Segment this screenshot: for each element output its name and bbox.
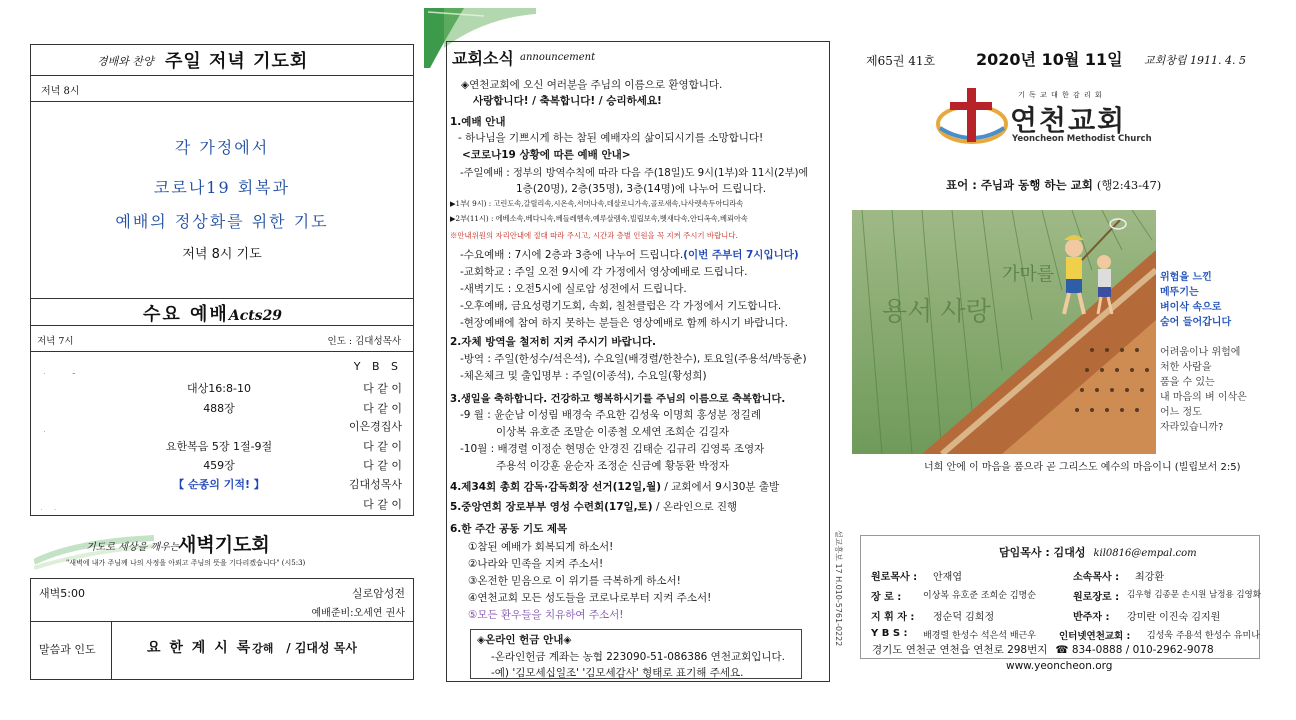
staff-label: 소속목사 : — [1073, 572, 1120, 583]
painting-text: 용서 사랑 — [882, 297, 991, 327]
announcements-title: 교회소식 — [452, 49, 514, 68]
text-line: ▶2부(11시) : 에베소속,베다니속,베들레헴속,예루살렘속,빌립보속,벳새다속,안디옥속,베뢰아속 — [450, 214, 748, 223]
divider — [31, 351, 413, 352]
church-name: 연천교회 — [1010, 104, 1127, 137]
prayer-item: ①참된 예배가 회복되게 하소서! — [468, 541, 614, 553]
poem-text: 어려움이나 위험에 처한 사람을 품을 수 있는 내 마음의 벼 이삭은 어느 정도 자라있습니까? — [1160, 347, 1247, 433]
church-motto: 표어 : 주님과 동행 하는 교회 (행2:43-47) — [946, 178, 1162, 192]
church-website[interactable]: www.yeoncheon.org — [1006, 660, 1113, 672]
divider — [31, 325, 413, 326]
denomination-label: 기 독 교 대 한 감 리 회 — [1018, 91, 1103, 99]
text-line: ※안내위원의 자리안내에 절대 따라 주시고, 시간과 층별 인원을 꼭 지켜 주시기 바랍니다. — [450, 231, 738, 240]
text-line: -오후예배, 금요성령기도회, 속회, 칠천클럽은 각 가정에서 기도합니다. — [460, 300, 782, 312]
dawn-title: 새벽기도회 — [178, 534, 270, 556]
staff-label: Y B S : — [871, 628, 908, 639]
dawn-verse: "새벽에 내가 주님께 나의 사정을 아뢰고 주님의 뜻을 기다리겠습니다" (시5:3) — [66, 559, 306, 567]
church-name-en: Yeoncheon Methodist Church — [1012, 134, 1152, 144]
prayer-item: ④연천교회 모든 성도들을 코로나로부터 지켜 주소서! — [468, 592, 712, 604]
bulletin-date: 2020년 10월 11일 — [976, 50, 1123, 69]
text-line: <코로나19 상황에 따른 예배 안내> — [462, 149, 631, 161]
illustration-image — [852, 210, 1156, 454]
text-line: - 하나님을 기쁘시게 하는 참된 예배자의 삶이되시기를 소망합니다! — [458, 132, 764, 144]
announcements-subtitle: announcement — [520, 52, 596, 63]
sunday-line1: 각 가정에서 — [174, 138, 270, 157]
founding-date: 교회창립 1911. 4. 5 — [1144, 54, 1246, 67]
list-item: 대상16:8-10 다 같 이 — [36, 380, 402, 398]
dawn-prayer-table — [30, 578, 414, 680]
section-heading: 3.생일을 축하합니다. 건강하고 행복하시기를 주님의 이름으로 축복합니다. — [450, 394, 786, 405]
text-line: -교회학교 : 주일 오전 9시에 각 가정에서 영상예배로 드립니다. — [460, 266, 748, 278]
wednesday-title: 수요 예배Acts29 — [143, 304, 283, 325]
sunday-line3: 예배의 정상화를 위한 기도 — [115, 212, 329, 231]
divider — [31, 75, 413, 76]
section-heading: 2.자체 방역을 철저히 지켜 주시기 바랍니다. — [450, 336, 656, 348]
staff-value: 김성욱 주용석 한성수 유미나 — [1147, 631, 1260, 641]
painting-text: 가마를 — [1002, 264, 1055, 285]
section-heading: 5.중앙연회 장로부부 영성 수련회(17일,토) / 온라인으로 진행 — [450, 501, 738, 513]
dawn-prep: 예배준비:오세연 권사 — [311, 608, 405, 619]
text-line: -9 월 : 윤순남 이성림 배경숙 주요한 김성욱 이명희 홍성분 정길례 — [460, 409, 761, 421]
list-item: 요한복음 5장 1절-9절 다 같 이 — [36, 438, 402, 456]
offering-line: -예) '김모세십일조' '김모세감사' 형태로 표기해 주세요. — [491, 667, 744, 679]
text-line: -10월 : 배경렬 이정순 현명순 안경진 김태순 김규리 김영록 조영자 — [460, 443, 765, 455]
list-item: 488장 다 같 이 — [36, 400, 402, 418]
list-item: 다 같 이 — [36, 496, 402, 514]
staff-value: 최강환 — [1135, 572, 1164, 583]
volume-number: 제65권 41호 — [866, 54, 936, 68]
prayer-item: ⑤모든 환우들을 치유하여 주소서! — [468, 609, 624, 621]
church-staff-section — [860, 535, 1260, 659]
offering-line: -온라인헌금 계좌는 농협 223090-51-086386 연천교회입니다. — [491, 651, 786, 663]
welcome-greeting: 사랑합니다! / 축복합니다! / 승리하세요! — [473, 95, 662, 107]
text-line: -수요예배 : 7시에 2층과 3층에 나누어 드립니다.(이번 주부터 7시입니다) — [460, 249, 799, 261]
staff-value: 안재엽 — [933, 572, 962, 583]
church-address: 경기도 연천군 연천읍 연천로 298번지 ☎ 834-0888 / 010-2962-9078 — [872, 644, 1214, 656]
text-line: 이상복 유호준 조말순 이종철 오세연 조희순 김길자 — [496, 426, 730, 438]
divider — [111, 621, 112, 679]
sunday-evening-section — [30, 44, 414, 299]
sermon-title: 요 한 계 시 록강해 / 김대성 목사 — [147, 640, 357, 656]
sunday-time: 저녁 8시 — [41, 86, 80, 97]
divider — [31, 101, 413, 102]
text-line: -방역 : 주일(한성수/석은석), 수요일(배경렬/한찬수), 토요일(주용석/박동춘) — [460, 353, 807, 365]
staff-value: 김우형 김종문 손시원 남정용 김영화 — [1127, 590, 1261, 600]
welcome-text: ◈연천교회에 오신 여러분을 주님의 이름으로 환영합니다. — [461, 79, 723, 91]
text-line: -체온체크 및 출입명부 : 주일(이종석), 수요일(황성희) — [460, 370, 707, 382]
text-line: -현장예배에 참여 하지 못하는 분들은 영상예배로 함께 하시기 바랍니다. — [460, 317, 788, 329]
sunday-title: 주일 저녁 기도회 — [165, 51, 309, 72]
staff-value: 이상복 유호준 조희순 김명순 — [923, 591, 1036, 601]
online-offering-box — [470, 629, 802, 679]
church-logo-icon — [934, 84, 1010, 148]
staff-label: 원로장로 : — [1073, 592, 1120, 603]
staff-label: 장 로 : — [871, 592, 902, 603]
staff-value: 배경렬 한성수 석은석 배근우 — [923, 631, 1036, 641]
text-line: -주일예배 : 정부의 방역수칙에 따라 다음 주(18일)도 9시(1부)와 11시(2부)에 — [460, 168, 809, 179]
pastor-line: 담임목사 : 김대성 kil0816@empal.com — [999, 546, 1197, 559]
offering-title: ◈온라인 헌금 안내◈ — [477, 634, 572, 646]
sermon-label: 말씀과 인도 — [39, 643, 96, 656]
side-note: 설교흥보 17 H.010-5761-0222 — [834, 530, 843, 647]
sunday-line4: 저녁 8시 기도 — [182, 247, 262, 262]
list-item: 【 순종의 기적! 】 김대성목사 — [36, 476, 402, 494]
text-line: 주용석 이강훈 윤순자 조정순 신금예 황동환 박정자 — [496, 460, 730, 472]
dawn-time: 새벽5:00 — [39, 587, 85, 600]
list-item: Y B S — [36, 360, 402, 378]
divider — [31, 621, 413, 622]
staff-value: 강미란 이진숙 김지원 — [1127, 612, 1221, 623]
illustration-caption: 너희 안에 이 마음을 품으라 곧 그리스도 예수의 마음이니 (빌립보서 2:5) — [924, 462, 1241, 473]
dawn-subtitle: 기도로 세상을 깨우는 — [86, 542, 180, 553]
section-heading: 6.한 주간 공동 기도 제목 — [450, 523, 568, 535]
poem-highlight: 위험을 느낀 메뚜기는 벼이삭 속으로 숨어 들어갑니다 — [1160, 272, 1232, 328]
staff-value: 정순덕 김희정 — [933, 612, 995, 623]
list-item: 이은경집사 — [36, 418, 402, 436]
text-line: -새벽기도 : 오전5시에 실로암 성전에서 드립니다. — [460, 283, 687, 295]
section-heading: 1.예배 안내 — [450, 116, 506, 128]
text-line: ▶1부( 9시) : 고린도속,갈릴리속,시온속,서머나속,데살로니가속,골로새속,나사렛속두아디라속 — [450, 199, 744, 208]
prayer-item: ③온전한 믿음으로 이 위기를 극복하게 하소서! — [468, 575, 681, 587]
staff-label: 반주자 : — [1073, 612, 1110, 623]
staff-label: 인터넷연천교회 : — [1059, 631, 1131, 642]
sunday-line2: 코로나19 회복과 — [153, 178, 291, 197]
text-line: 1층(20명), 2층(35명), 3층(14명)에 나누어 드립니다. — [516, 183, 767, 195]
section-heading: 4.제34회 총회 감독·감독회장 선거(12일,월) / 교회에서 9시30분 출발 — [450, 481, 780, 493]
staff-label: 지 휘 자 : — [871, 612, 915, 623]
wednesday-leader: 인도 : 김대성목사 — [327, 336, 401, 347]
list-item: 459장 다 같 이 — [36, 457, 402, 475]
staff-label: 원로목사 : — [871, 572, 918, 583]
prayer-item: ②나라와 민족을 지켜 주소서! — [468, 558, 604, 570]
dawn-place: 실로암성전 — [351, 587, 405, 600]
wednesday-time: 저녁 7시 — [37, 336, 74, 347]
sunday-subtitle: 경배와 찬양 — [97, 55, 154, 68]
